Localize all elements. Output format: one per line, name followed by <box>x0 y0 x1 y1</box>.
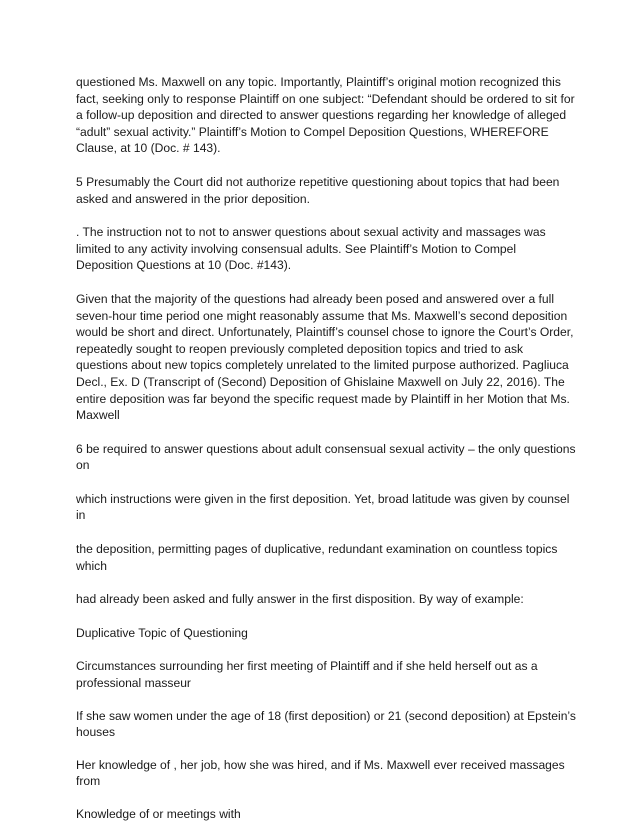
paragraph-footnote-6: 6 be required to answer questions about adult consensual sexual activity – the only questions on <box>76 441 576 473</box>
paragraph-instructions-given: which instructions were given in the first deposition. Yet, broad latitude was given by counsel in <box>76 491 570 523</box>
document-page <box>76 74 576 823</box>
paragraph-broad-latitude: the deposition, permitting pages of duplicative, redundant examination on countless topics which <box>76 542 558 573</box>
paragraph-example-intro: had already been asked and fully answer in the first disposition. By way of example: <box>76 592 524 607</box>
topic-knowledge-meetings: Knowledge of or meetings with <box>76 807 241 821</box>
footnote-5: 5 Presumably the Court did not authorize repetitive questioning about topics that had been asked and answered in the prior deposition. <box>76 174 560 206</box>
paragraph-instruction-limit: . The instruction not to not to answer questions about sexual activity and massages was limited to any activity involving consensual adults. See Plaintiff’s Motion to Compel Deposition Questions at 10 (Doc. #143). <box>76 225 546 273</box>
paragraph-compel-motion: questioned Ms. Maxwell on any topic. Importantly, Plaintiff’s original motion recognized this fact, seeking only to response Plaintiff on one subject: “Defendant should be ordered to sit for a follow-up deposition and directed to answer questions regarding her knowledge of alleged “adult” sexual activity.” Plaintiff’s Motion to Compel Deposition Questions, WHEREFORE Clause, at 10 (Doc. # 143). <box>76 75 575 156</box>
topic-first-meeting: Circumstances surrounding her first meeting of Plaintiff and if she held herself out as a professional masseur <box>76 659 538 691</box>
topic-age-of-women: If she saw women under the age of 18 (first deposition) or 21 (second deposition) at Epstein’s houses <box>76 708 576 740</box>
topic-knowledge-job: Her knowledge of , her job, how she was hired, and if Ms. Maxwell ever received massages from <box>76 757 565 789</box>
table-heading-duplicative-topic: Duplicative Topic of Questioning <box>76 625 248 640</box>
paragraph-second-deposition: Given that the majority of the questions had already been posed and answered over a full seven-hour time period one might reasonably assume that Ms. Maxwell’s second deposition would be short and direct. Unfortunately, Plaintiff’s counsel chose to ignore the Court’s Order, repeatedly sought to reopen previously completed deposition topics and tried to ask questions about new topics completely unrelated to the limited purpose authorized. Pagliuca Decl., Ex. D (Transcript of (Second) Deposition of Ghislaine Maxwell on July 22, 2016). The entire deposition was far beyond the specific request made by Plaintiff in her Motion that Ms. Maxwell <box>76 291 574 423</box>
